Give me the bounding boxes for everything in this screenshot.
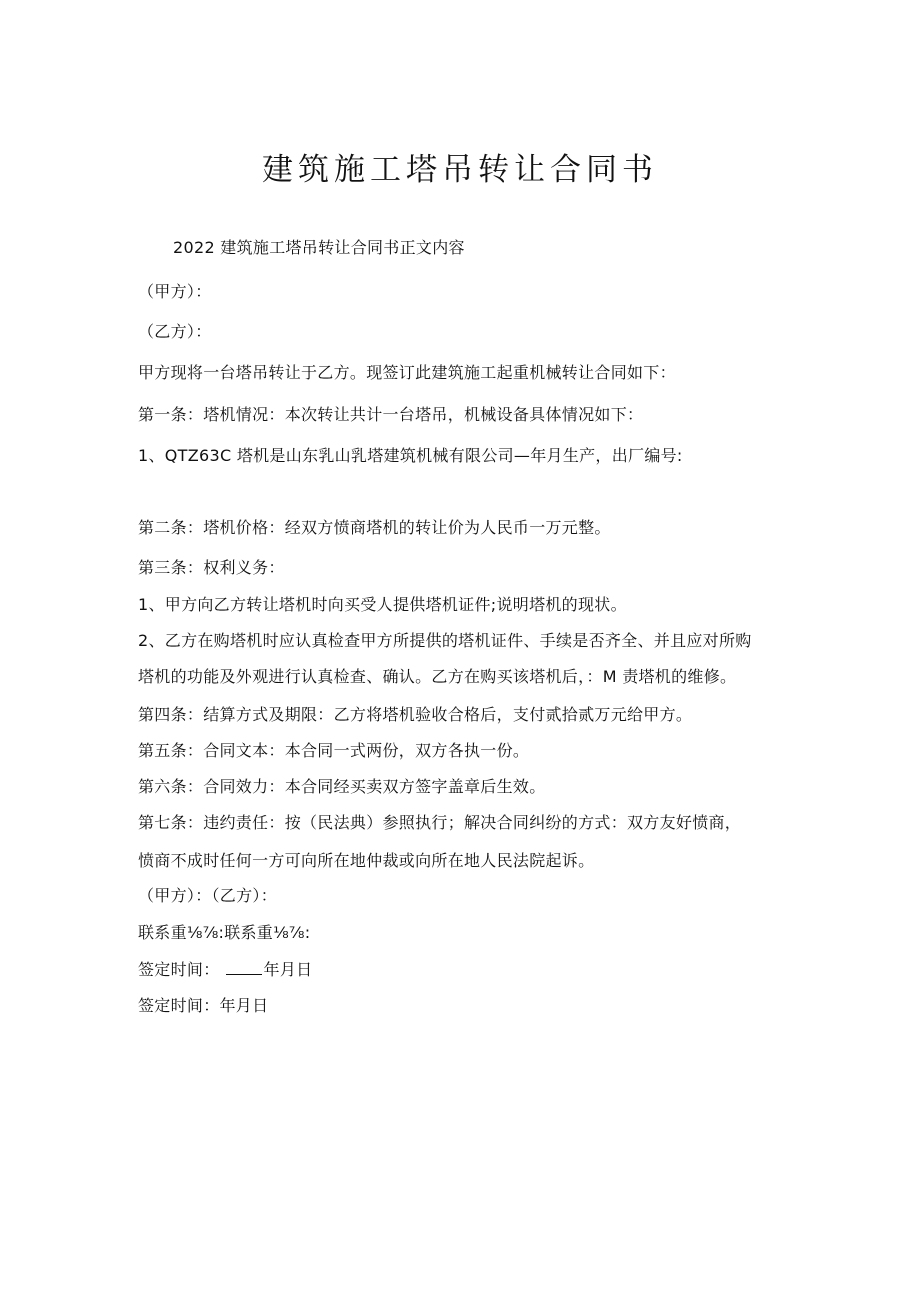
article-6: 第六条：合同效力：本合同经买卖双方签字盖章后生效。 bbox=[138, 777, 546, 796]
sign-date-line-2: 签定时间：年月日 bbox=[138, 996, 269, 1015]
document-subtitle: 2022 建筑施工塔吊转让合同书正文内容 bbox=[173, 238, 465, 257]
party-b-line: （乙方）： bbox=[138, 322, 212, 341]
article-3: 第三条：权利义务： bbox=[138, 558, 285, 577]
contact-line: 联系重⅛⅞:联系重⅛⅞: bbox=[138, 923, 311, 942]
article-4: 第四条：结算方式及期限：乙方将塔机验收合格后，支付贰拾贰万元给甲方。 bbox=[138, 705, 693, 724]
article-7-line-1: 第七条：违约责任：按（民法典）参照执行；解决合同纠纷的方式：双方友好愤商， bbox=[138, 813, 742, 832]
article-5: 第五条：合同文本：本合同一式两份，双方各执一份。 bbox=[138, 741, 530, 760]
signature-line: （甲方）：（乙方）： bbox=[138, 886, 278, 905]
article-2: 第二条：塔机价格：经双方愤商塔机的转让价为人民币一万元整。 bbox=[138, 518, 611, 537]
intro-paragraph: 甲方现将一台塔吊转让于乙方。现签订此建筑施工起重机械转让合同如下： bbox=[138, 363, 676, 382]
date-blank bbox=[226, 958, 262, 975]
article-1-item-1: 1、QTZ63C 塔机是山东乳山乳塔建筑机械有限公司—年月生产，出厂编号: bbox=[138, 446, 683, 465]
article-1: 第一条：塔机情况：本次转让共计一台塔吊，机械设备具体情况如下： bbox=[138, 405, 644, 424]
document-title: 建筑施工塔吊转让合同书 bbox=[262, 152, 658, 188]
article-7-line-2: 愤商不成时任何一方可向所在地仲裁或向所在地人民法院起诉。 bbox=[138, 851, 595, 870]
sign-date-line-1 bbox=[138, 958, 312, 982]
article-3-item-2-line-1: 2、乙方在购塔机时应认真检查甲方所提供的塔机证件、手续是否齐全、并且应对所购 bbox=[138, 631, 752, 650]
party-a-line: （甲方）： bbox=[138, 282, 212, 301]
sign-date-label: 签定时间： bbox=[138, 960, 220, 979]
article-3-item-2-line-2: 塔机的功能及外观进行认真检查、确认。乙方在购买该塔机后，：M 责塔机的维修。 bbox=[138, 667, 737, 686]
sign-date-suffix: 年月日 bbox=[263, 960, 313, 979]
article-3-item-1: 1、甲方向乙方转让塔机时向买受人提供塔机证件;说明塔机的现状。 bbox=[138, 595, 627, 614]
